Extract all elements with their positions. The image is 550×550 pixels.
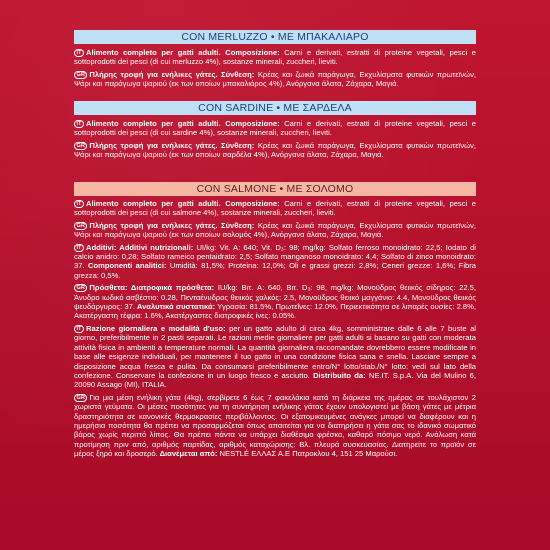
analytical-gr-lead: Αναλυτικά συστατικά: [134, 302, 216, 312]
composition-gr [74, 141, 476, 160]
lang-badge-it: IT [74, 200, 84, 208]
feeding-it-body: per un gatto adulto di circa 4kg, somministrare dalle 6 alle 7 buste al giorno, preferibilmente in 2 pasti separati. Le razioni medie giornaliere per gatti adulti si basano su gatti con moderata attività fisica in ambienti a temperature normali. La quantità giornaliera raccomandate dovrebbero essere modificate in base alle esigenze individuali, per mantenere il tuo gatto in una condizione fisica sana e snella. Lasciare sempre a disposizione acqua fresca e pulita. Da consumarsi preferibilmente entro/N° lotto/stab./N° lotto: vedi sul lato della confezione. Conservare la confezione in un luogo fresco e asciutto. [74, 323, 476, 380]
section-text-merluzzo [74, 48, 476, 92]
composition-it [74, 199, 476, 218]
composition-it-body: Carni e derivati, estratti di proteine vegetali, pesci e sottoprodotti dei pesci (di cui merluzzo 4%), sostanze minerali, zuccheri, lieviti. [74, 48, 476, 67]
additives-it [74, 243, 476, 281]
section-header-salmone: CON SALMONE • ΜΕ ΣΟΛΟΜΟ [74, 182, 476, 196]
composition-it-lead: Alimento completo per gatti adulti. Composizione: [85, 119, 280, 128]
section-header-sardine: CON SARDINE • ΜΕ ΣΑΡΔΕΛΑ [74, 101, 476, 115]
composition-it [74, 48, 476, 67]
composition-it-lead: Alimento completo per gatti adulti. Composizione: [85, 48, 280, 57]
lang-badge-it: IT [74, 244, 84, 252]
analytical-it-lead: Componenti analitici: [84, 261, 167, 271]
additives-it-lead: Additivi: Additivi nutrizionali: [85, 242, 194, 252]
lang-badge-gr: GR [74, 71, 87, 79]
lang-badge-it: IT [74, 325, 84, 333]
feeding-gr [74, 393, 476, 459]
lang-badge-gr: GR [74, 222, 87, 230]
analytical-gr-body: Υγρασία: 81.5%, Πρωτεΐνες: 12.0%, Περιεκτικότητα σε λιπαρές ουσίες: 2.8%, Ακατέργαστη τέφρα: 1.6%, Ακατέργαστες διατροφικές ίνες: 0.05%. [74, 302, 476, 321]
composition-gr-lead: Πλήρης τροφή για ενήλικες γάτες. Σύνθεση: [89, 69, 255, 79]
composition-gr-lead: Πλήρης τροφή για ενήλικες γάτες. Σύνθεση: [89, 220, 255, 230]
analytical-it-body: Umidità: 81,5%; Proteina: 12,0%; Oli e grassi grezzi: 2,8%; Ceneri grezze: 1,6%; Fibra grezza: 0,5%. [74, 261, 476, 280]
lang-badge-gr: GR [74, 394, 87, 402]
feeding-gr-body: Για μια μέση ενήλικη γάτα (4kg), σερβίρετε 6 έως 7 φακελάκια κατά τη διάρκεια της ημέρας σε τουλάχιστον 2 χωριστά γεύματα. Οι μέσες ποσότητες για τη συντήρηση ενήλικης γάτας έχουν υπολογιστεί με βάση γάτες με μέτρια δραστηριότητα σε κανονικές θερμοκρασίες περιβάλλοντος. Οι εξατομικευμένες ανάγκες μπορεί να διαφέρουν και η ημερήσια ποσότητα θα πρέπει να προσαρμόζεται όπως απαιτείται για να διατηρήσει η γάτα σας το ιδανικό σωματικό βάρος χωρίς περιττό λίπος. Θα πρέπει πάντα να υπάρχει διαθέσιμο φρέσκο, καθαρό πόσιμο νερό. Ανάλωση κατά προτίμηση πριν από, αριθμός παρτίδας, αριθμός καταχώρισης: Βλ. πλευρά συσκευασίας. Διατηρείτε το προϊόν σε μέρος ξηρό και δροσερό. [74, 392, 476, 459]
lang-badge-it: IT [74, 49, 84, 57]
lang-badge-gr: GR [74, 284, 87, 292]
section-text-salmone [74, 199, 476, 462]
additives-gr-body: IU/kg: Βιτ. A: 640, Βιτ. D₃: 98, mg/kg: Μονοϋδρος θειικός σίδηρος: 22.5, Άνυδρο ιωδικό ασβέστιο: 0.28, Πενταένυδρος θειικός χαλκός: 2.5, Μονοϋδρος θειικό μαγγάνιο: 4.4, Μονοϋδρος θειικός ψευδάργυρος: 37. [74, 283, 477, 312]
distributor-it-body: NE.IT. S.p.A. Via del Mulino 6, 20090 Assago (MI), ITALIA. [74, 370, 476, 390]
composition-it-body: Carni e derivati, estratti di proteine vegetali, pesci e sottoprodotti dei pesci (di cui salmone 4%), sostanze minerali, zuccheri, lieviti. [74, 199, 476, 218]
feeding-it-lead: Razione giornaliera e modalità d'uso: [85, 323, 226, 333]
composition-it-body: Carni e derivati, estratti di proteine vegetali, pesci e sottoprodotti dei pesci (di cui sardine 4%), sostanze minerali, zuccheri, lieviti. [74, 119, 476, 138]
composition-gr-lead: Πλήρης τροφή για ενήλικες γάτες. Σύνθεση: [89, 140, 255, 150]
additives-gr-lead: Πρόσθετα: Διατροφικά πρόσθετα: [89, 283, 215, 293]
section-text-sardine [74, 119, 476, 163]
additives-it-body: UI/kg: Vit. A: 640; Vit. D₃: 98; mg/kg: Solfato ferroso monoidrato: 22,5; Iodato di calcio anidro: 0,28; Solfato rameico pentaidrato: 2,5; Solfato manganoso monoidrato: 4,4; Solfato di zinco monoidrato: 37. [74, 242, 476, 271]
feeding-it [74, 324, 476, 390]
composition-it [74, 119, 476, 138]
composition-it-lead: Alimento completo per gatti adulti. Composizione: [85, 199, 280, 208]
composition-gr-body: Κρέας και ζωικά παράγωγα, Εκχυλίσματα φυτικών πρωτεϊνών, Ψάρι και παράγωγα ψαριού (εκ των οποίων μπακαλιάρος 4%), Ανόργανα άλατα, Ζάχαρα, Μαγιά. [74, 69, 477, 89]
lang-badge-it: IT [74, 120, 84, 128]
distributor-gr-body: NESTLÉ ΕΛΛΑΣ Α.Ε Πατροκλου 4, 151 25 Μαρούσι. [217, 449, 398, 459]
composition-gr-body: Κρέας και ζωικά παράγωγα, Εκχυλίσματα φυτικών πρωτεϊνών, Ψάρι και παράγωγα ψαριού (εκ των οποίων σαρδέλα 4%), Ανόργανα άλατα, Ζάχαρα, Μαγιά. [74, 140, 477, 160]
composition-gr [74, 221, 476, 240]
distributor-gr-lead: Διανέμεται από: [157, 449, 218, 459]
additives-gr [74, 283, 476, 321]
composition-gr-body: Κρέας και ζωικά παράγωγα, Εκχυλίσματα φυτικών πρωτεϊνών, Ψάρι και παράγωγα ψαριού (εκ των οποίων σολομός 4%), Ανόργανα άλατα, Ζάχαρα, Μαγιά. [74, 220, 477, 240]
distributor-it-lead: Distribuito da: [309, 370, 366, 380]
section-header-merluzzo: CON MERLUZZO • ΜΕ ΜΠΑΚΑΛΙΑΡΟ [74, 30, 476, 44]
lang-badge-gr: GR [74, 142, 87, 150]
composition-gr [74, 70, 476, 89]
